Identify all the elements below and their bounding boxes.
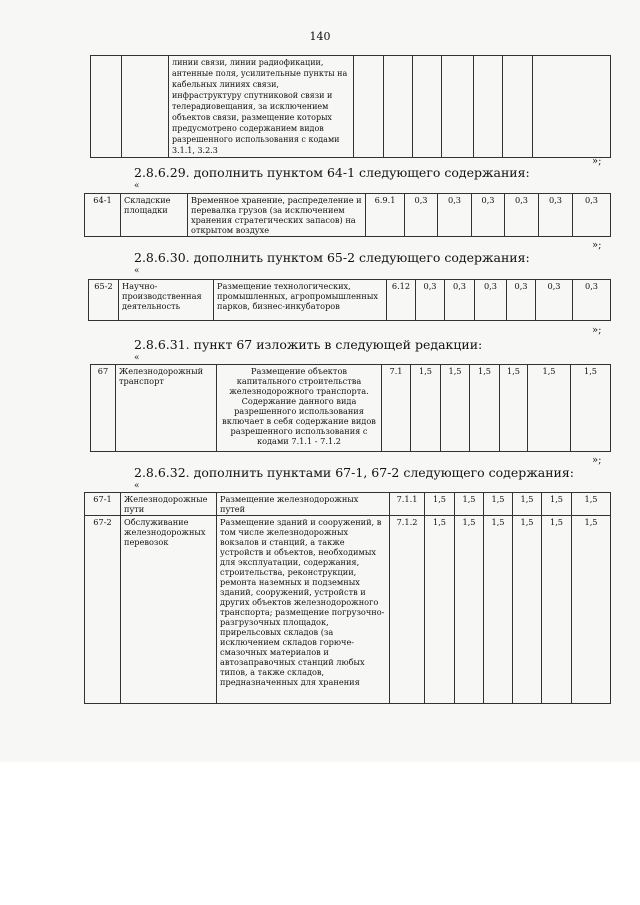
row-code: 7.1.1: [390, 493, 425, 516]
blank-area: [0, 762, 640, 905]
open-quote: «: [134, 353, 140, 363]
row-description: Размещение технологических, промышленных, агропромышленных парков, бизнес-инкубаторов: [214, 280, 387, 321]
row-value: 1,5: [455, 516, 484, 704]
row-value: 0,3: [507, 280, 536, 321]
row-value: 0,3: [445, 280, 475, 321]
row-value: 1,5: [572, 493, 611, 516]
table-64-1: [84, 193, 611, 237]
table-row: [89, 280, 611, 321]
row-value: 1,5: [528, 365, 571, 452]
row-value: 1,5: [425, 516, 455, 704]
section-heading: 2.8.6.29. дополнить пунктом 64-1 следующего содержания:: [134, 165, 530, 180]
table-65-2: [88, 279, 611, 321]
row-value: 1,5: [455, 493, 484, 516]
open-quote: «: [134, 481, 140, 491]
row-value: 1,5: [484, 493, 513, 516]
row-description: Временное хранение, распределение и перевалка грузов (за исключением хранения стратегических запасов) на открытом воздухе: [188, 194, 366, 237]
row-value: 1,5: [513, 516, 542, 704]
row-code: 6.12: [387, 280, 416, 321]
open-quote: «: [134, 266, 140, 276]
table-continuation: [90, 55, 611, 158]
table-row: [91, 56, 611, 158]
row-number: 65-2: [89, 280, 119, 321]
table-row: [85, 194, 611, 237]
row-value: 0,3: [539, 194, 573, 237]
section-heading: 2.8.6.32. дополнить пунктами 67-1, 67-2 следующего содержания:: [134, 465, 574, 480]
row-value: 1,5: [542, 516, 572, 704]
row-value: 1,5: [441, 365, 470, 452]
row-value: 1,5: [542, 493, 572, 516]
row-value: 1,5: [571, 365, 611, 452]
row-description: Размещение зданий и сооружений, в том числе железнодорожных вокзалов и станций, а также устройств и объектов, необходимых для эксплуатации, содержания, строительства, реконструкции, ремонта наземных и подземных зданий, сооружений, устройств и других объектов железнодорожного транспорта; размещение погрузочно-разгрузочных площадок, прирельсовых складов (за исключением складов горюче-смазочных материалов и автозаправочных станций любых типов, а также складов, предназначенных для хранения: [217, 516, 390, 704]
end-quote: »;: [592, 325, 602, 336]
row-value: 1,5: [572, 516, 611, 704]
table-67-1-67-2: [84, 492, 611, 704]
row-value: 1,5: [500, 365, 528, 452]
row-code: 7.1.2: [390, 516, 425, 704]
row-description: Размещение железнодорожных путей: [217, 493, 390, 516]
table-row: [85, 516, 611, 704]
section-heading: 2.8.6.30. дополнить пунктом 65-2 следующего содержания:: [134, 250, 530, 265]
open-quote: «: [134, 181, 140, 191]
table-row: [85, 493, 611, 516]
row-value: 0,3: [475, 280, 507, 321]
end-quote: »;: [592, 240, 602, 251]
row-value: 0,3: [416, 280, 445, 321]
row-value: 1,5: [484, 516, 513, 704]
row-value: 0,3: [573, 194, 611, 237]
row-value: 1,5: [513, 493, 542, 516]
row-description: Размещение объектов капитального строительства железнодорожного транспорта. Содержание данного вида разрешенного использования включает в себя содержание видов разрешенного использования с кодами 7.1.1 - 7.1.2: [217, 365, 382, 452]
row-name: Железнодорожные пути: [121, 493, 217, 516]
row-value: 1,5: [425, 493, 455, 516]
row-name: Складские площадки: [121, 194, 188, 237]
row-value: 0,3: [472, 194, 505, 237]
row-value: 1,5: [470, 365, 500, 452]
continuation-text: линии связи, линии радиофикации, антенные поля, усилительные пункты на кабельных линиях связи, инфраструктуру спутниковой связи и телерадиовещания, за исключением объектов связи, размещение которых предусмотрено содержанием видов разрешенного использования с кодами 3.1.1, 3.2.3: [169, 56, 354, 158]
row-number: 67-2: [85, 516, 121, 704]
table-67: [90, 364, 611, 452]
section-heading: 2.8.6.31. пункт 67 изложить в следующей редакции:: [134, 337, 483, 352]
row-number: 64-1: [85, 194, 121, 237]
row-name: Научно-производственная деятельность: [119, 280, 214, 321]
row-value: 0,3: [505, 194, 539, 237]
row-name: Железнодорожный транспорт: [116, 365, 217, 452]
page-number: 140: [309, 30, 331, 43]
row-value: 1,5: [411, 365, 441, 452]
row-code: 7.1: [382, 365, 411, 452]
row-code: 6.9.1: [366, 194, 405, 237]
row-number: 67: [91, 365, 116, 452]
end-quote: »;: [592, 455, 602, 466]
table-row: [91, 365, 611, 452]
row-value: 0,3: [573, 280, 611, 321]
row-number: 67-1: [85, 493, 121, 516]
row-value: 0,3: [536, 280, 573, 321]
row-value: 0,3: [438, 194, 472, 237]
row-value: 0,3: [405, 194, 438, 237]
end-quote: »;: [592, 156, 602, 167]
row-name: Обслуживание железнодорожных перевозок: [121, 516, 217, 704]
